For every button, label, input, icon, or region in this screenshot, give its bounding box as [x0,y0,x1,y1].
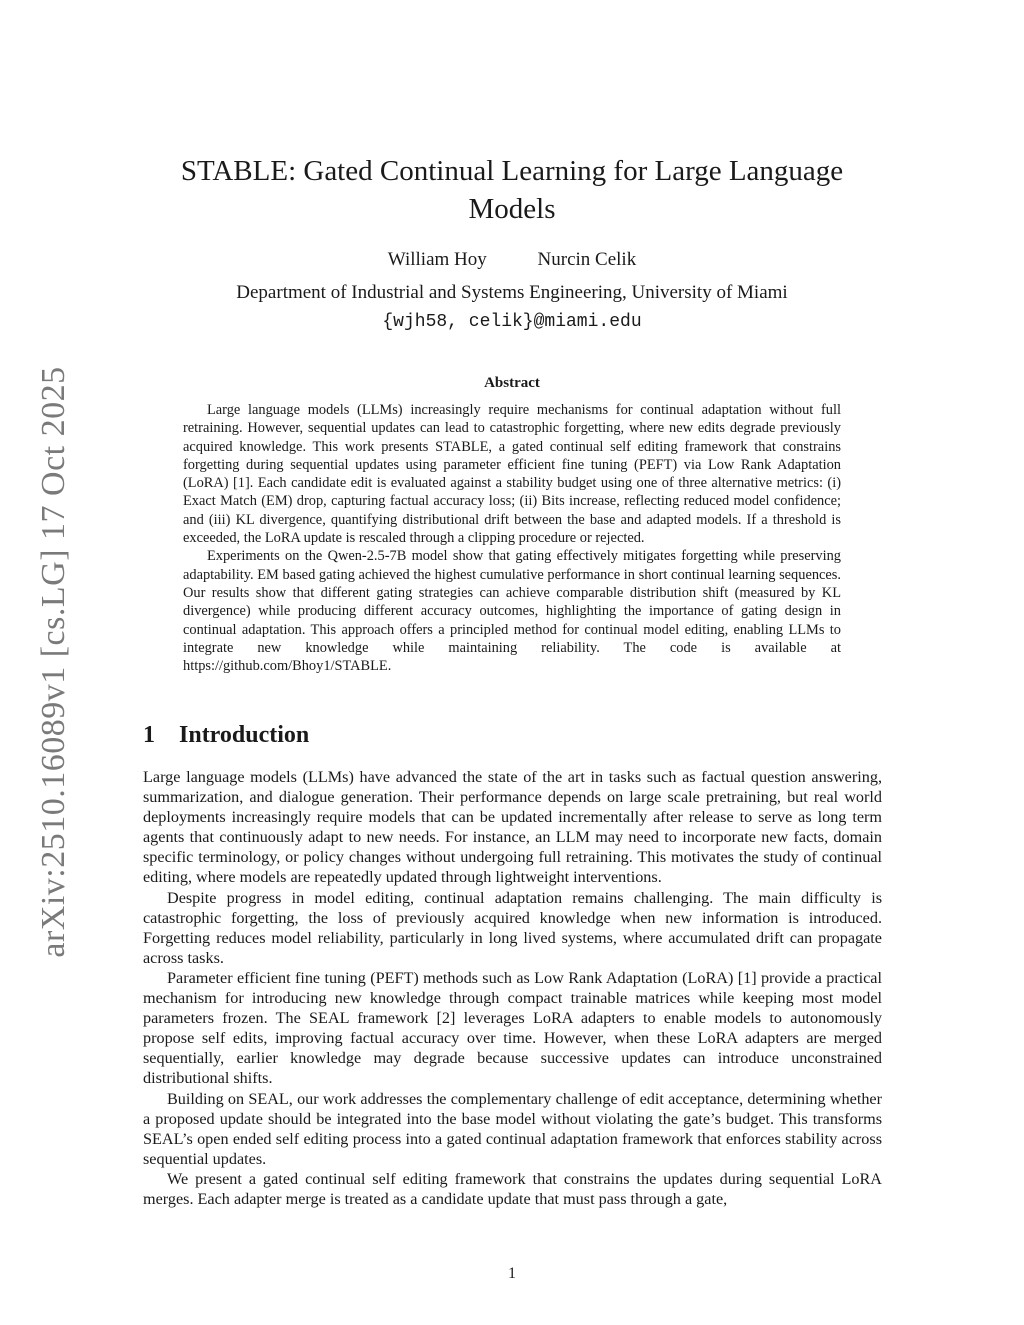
abstract-body [183,401,841,675]
author-affiliation: Department of Industrial and Systems Engineering, University of Miami [236,282,788,303]
page-number: 1 [508,1265,516,1282]
body-paragraph: Large language models (LLMs) have advanced the state of the art in tasks such as factual question answering, summarization, and dialogue generation. Their performance depends on large scale pretraining, but real world deployments increasingly require models that can be updated incrementally after release to serve as long term agents that continuously adapt to new needs. For instance, an LLM may need to incorporate new facts, domain specific terminology, or policy changes without undergoing full retraining. This motivates the study of continual editing, where models are repeatedly updated through lightweight interventions. [143,768,882,887]
body-paragraph: We present a gated continual self editing framework that constrains the updates during sequential LoRA merges. Each adapter merge is treated as a candidate update that must pass through a gate, [143,1169,882,1208]
author-name: Nurcin Celik [537,249,637,270]
abstract-paragraph: Experiments on the Qwen-2.5-7B model show that gating effectively mitigates forgetting while preserving adaptability. EM based gating achieved the highest cumulative performance in short continual learning sequences. Our results show that different gating strategies can achieve comparable distribution shift (measured by KL divergence) while producing different accuracy outcomes, highlighting the importance of gating design in continual adaptation. This approach offers a principled method for continual model editing, enabling LLMs to integrate new knowledge while maintaining reliability. The code is available at https://github.com/Bhoy1/STABLE. [183,548,841,675]
abstract-paragraph: Large language models (LLMs) increasingly require mechanisms for continual adaptation without full retraining. However, sequential updates can lead to catastrophic forgetting, where new edits degrade previously acquired knowledge. This work presents STABLE, a gated continual self editing framework that constrains forgetting during sequential updates using parameter efficient fine tuning (PEFT) via Low Rank Adaptation (LoRA) [1]. Each candidate edit is evaluated against a stability budget using one of three alternative metrics: (i) Exact Match (EM) drop, capturing factual accuracy loss; (ii) Bits increase, reflecting reduced model confidence; and (iii) KL divergence, quantifying distributional drift between the base and adapted models. If a threshold is exceeded, the LoRA update is rescaled through a clipping procedure or rejected. [183,402,841,547]
author-email: {wjh58, celik}@miami.edu [382,312,642,332]
body-paragraph: Parameter efficient fine tuning (PEFT) methods such as Low Rank Adaptation (LoRA) [1] provide a practical mechanism for introducing new knowledge through compact trainable matrices while keeping most model parameters frozen. The SEAL framework [2] leverages LoRA adapters to enable models to autonomously propose self edits, improving factual accuracy over time. However, when these LoRA adapters are merged sequentially, earlier knowledge may degrade because successive updates can introduce unconstrained distributional shifts. [143,968,882,1088]
section-title: Introduction [179,722,310,748]
section-body [143,767,882,1209]
section-number: 1 [143,722,155,748]
author-name: William Hoy [387,249,487,270]
section-heading [143,722,309,749]
body-paragraph: Building on SEAL, our work addresses the complementary challenge of edit acceptance, determining whether a proposed update should be integrated into the base model without violating the gate’s budget. This transforms SEAL’s open ended self editing process into a gated continual adaptation framework that enforces stability across sequential updates. [143,1089,882,1168]
paper-title: STABLE: Gated Continual Learning for Large Language Models [180,155,844,225]
author-list [0,249,1024,271]
arxiv-identifier-stamp: arXiv:2510.16089v1 [cs.LG] 17 Oct 2025 [35,366,72,958]
abstract-heading: Abstract [484,375,540,391]
body-paragraph: Despite progress in model editing, continual adaptation remains challenging. The main difficulty is catastrophic forgetting, the loss of previously acquired knowledge when new information is introduced. Forgetting reduces model reliability, particularly in long lived systems, where accumulated drift can propagate across tasks. [143,888,882,967]
